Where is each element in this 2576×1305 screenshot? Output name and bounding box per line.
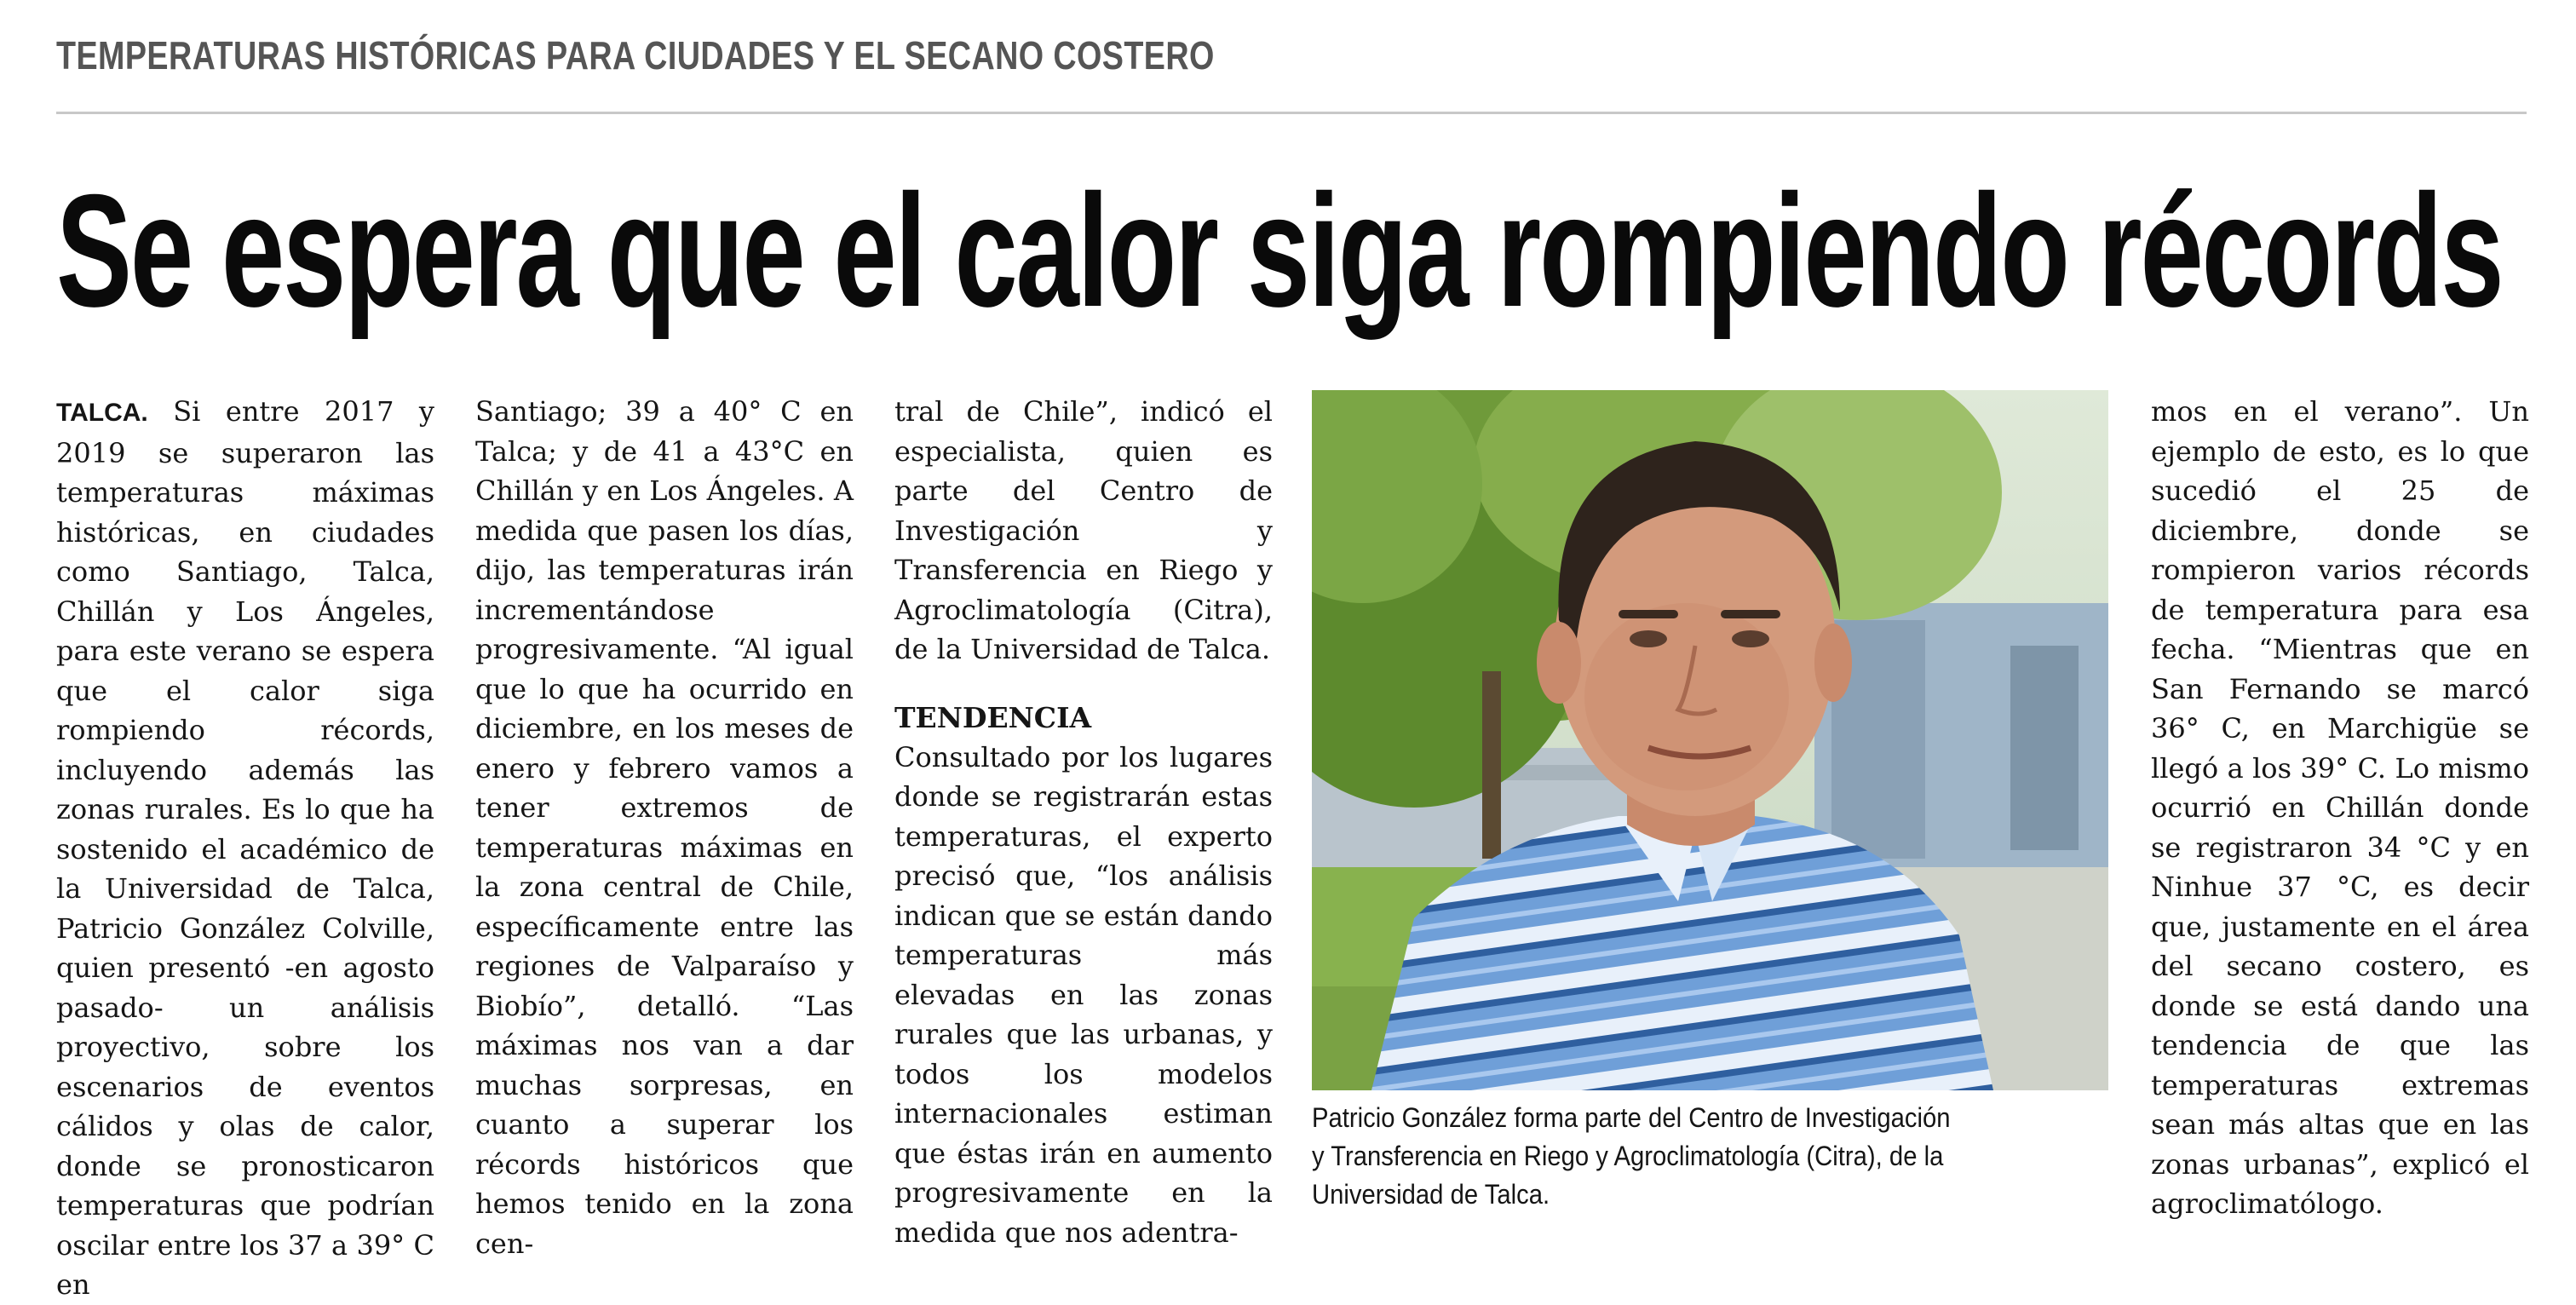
caption-line: y Transferencia en Riego y Agroclimatología (Citra), de la: [1312, 1141, 1944, 1171]
headline: Se espera que el calor siga rompiendo récords: [56, 161, 2503, 340]
column-3-text-top: tral de Chile”, indicó el especialista, quien es parte del Centro de Investigación y Transferencia en Riego y Agroclimatología (Citra), de la Universidad de Talca.: [894, 395, 1273, 665]
portrait-photo: [1312, 390, 2108, 1090]
column-2-text: Santiago; 39 a 40° C en Talca; y de 41 a 43°C en Chillán y en Los Ángeles. A medida que pasen los días, dijo, las temperaturas irán incrementándose progresivamente. “Al igual que lo que ha ocurrido en diciembre, en los meses de enero y febrero vamos a tener extremos de temperaturas máximas en la zona central de Chile, específicamente entre las regiones de Valparaíso y Biobío”, detalló. “Las máximas nos van a dar muchas sorpresas, en cuanto a superar los récords históricos que hemos tenido en la zona cen-: [475, 395, 854, 1260]
article-column-1: [56, 392, 434, 1305]
article-column-2: [475, 392, 854, 1263]
column-3-text-bottom: Consultado por los lugares donde se registrarán estas temperaturas, el experto precisó que, “los análisis indican que se están dando temperaturas más elevadas en las zonas rurales que las urbanas, y todos los modelos internacionales estiman que éstas irán en aumento progresivamente en la medida que nos adentra-: [894, 740, 1273, 1249]
caption-line: Patricio González forma parte del Centro de Investigación: [1312, 1102, 1951, 1133]
article-column-4: [2151, 392, 2529, 1224]
dateline: TALCA.: [56, 399, 148, 427]
kicker-divider: [56, 112, 2527, 114]
column-4-text: mos en el verano”. Un ejemplo de esto, es lo que sucedió el 25 de diciembre, donde se rompieron varios récords de temperatura para esa fecha. “Mientras que en San Fernando se marcó 36° C, en Marchigüe se llegó a los 39° C. Lo mismo ocurrió en Chillán donde se registraron 34 °C y en Ninhue 37 °C, es decir que, justamente en el área del secano costero, es donde se está dando una tendencia de que las temperaturas extremas sean más altas que en las zonas urbanas”, explicó el agroclimatólogo.: [2151, 395, 2529, 1220]
subheading: TENDENCIA: [894, 700, 1092, 734]
column-1-text: Si entre 2017 y 2019 se superaron las temperaturas máximas históricas, en ciudades como Santiago, Talca, Chillán y Los Ángeles, para este verano se espera que el calor siga rompiendo récords, incluyendo además las zonas rurales. Es lo que ha sostenido el académico de la Universidad de Talca, Patricio González Colville, quien presentó -en agosto pasado- un análisis proyectivo, sobre los escenarios de eventos cálidos y olas de calor, donde se pronosticaron temperaturas que podrían oscilar entre los 37 a 39° C en: [56, 395, 434, 1301]
article-column-3: [894, 392, 1273, 1252]
portrait-illustration: [1312, 390, 2108, 1090]
photo-caption: [1312, 1099, 2109, 1214]
section-kicker: TEMPERATURAS HISTÓRICAS PARA CIUDADES Y EL SECANO COSTERO: [56, 33, 1215, 78]
caption-line: Universidad de Talca.: [1312, 1179, 1550, 1210]
